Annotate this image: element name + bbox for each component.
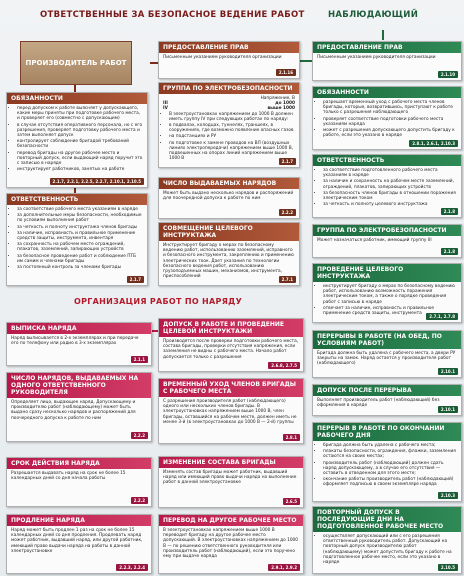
card-title: ГРУППА ПО ЭЛЕКТРОБЕЗОПАСНОСТИ — [159, 83, 299, 94]
card-text: Может быть выдано несколько нарядов и распоряжений для поочередной допуска к работе по ним — [163, 191, 294, 202]
maker-responsibility-card — [6, 193, 148, 286]
observer-duties-list — [317, 100, 457, 138]
orders-count-card — [158, 177, 300, 219]
card-text: С разрешения производителя работ (наблюдающего) одного или нескольких членов бригады. В электроустановках напряжением выше 1000 В, член бригады, оставшийся на рабочем месте, должен иметь не менее 3-й (в электроустановках до 1000 В — 2-й) группы — [163, 399, 297, 425]
list-item: • инструктирует бригаду о мерах по безопасному ведению работ, использованию возможность поражения электрическим током, а также о порядке проведения работ с записью в наряде — [323, 284, 457, 305]
card-text: Письменным указанием руководителя организации — [317, 55, 436, 60]
reference-badge: 2.9.1, 2.9.2 — [268, 564, 300, 571]
list-item: • может с разрешения допускающего допустить бригаду к работе, если это указано в наряде — [323, 128, 457, 138]
list-item: • осуществляет допускающий или с его разрешения ответственный руководитель работ. Допускающий на повторный допуск производителю работ (наблюдающему) может допустить бригаду к работе на подготовленное рабочее место, если это указано в наряде — [323, 534, 457, 565]
responsibility-list — [11, 207, 143, 270]
list-item: • плакаты безопасности, ограждения, флажки, заземления остаются на своих местах; — [323, 449, 457, 459]
observer-duties-card — [312, 86, 462, 150]
list-item: • по подготовке к замене проводов на ВЛ (воздушных линиях электропередачи) напряжением выше 1000 В, подвешенных на опорах линий напряжением выше 1000 В — [169, 141, 295, 162]
card-title: ПОВТОРНЫЙ ДОПУСК В ПОСЛЕДУЮЩИЕ ДНИ НА ПОДГОТОВЛЕННОЕ РАБОЧЕЕ МЕСТО — [313, 507, 461, 532]
breaks-card — [312, 330, 462, 378]
repeat-admission-list — [317, 534, 457, 565]
voltage-value: выше 1000 — [267, 106, 295, 112]
list-item: • контролирует соблюдение бригадой требований безопасности — [17, 139, 143, 149]
reference-badge: 2.2.2 — [131, 497, 148, 504]
temporary-leave-card — [158, 378, 304, 444]
reference-badge: 2.2.3, 2.2.4 — [116, 564, 148, 571]
repeat-admission-card — [312, 506, 462, 574]
card-title: ДОПУСК ПОСЛЕ ПЕРЕРЫВА — [313, 385, 461, 396]
list-item: • производитель работ (наблюдающий) должен сдать наряд допускающему, а в случае его отсутствия — оставить в отведенном для этого месте; — [323, 461, 457, 477]
list-item: • за безопасность членов бригады в отношении поражения электрическим током — [323, 191, 457, 201]
voltage-value: до 1000 — [275, 101, 295, 107]
card-title: ПРОДЛЕНИЕ НАРЯДА — [7, 515, 151, 526]
card-title: ПРЕДОСТАВЛЕНИЕ ПРАВ — [159, 42, 299, 53]
list-item: • за соответствие подготовленного рабочего места указаниям в наряде — [323, 168, 457, 178]
card-title: ПЕРЕРЫВЫ В РАБОТЕ (НА ОБЕД, ПО УСЛОВИЯМ РАБОТ) — [313, 331, 461, 349]
card-title: ЧИСЛО НАРЯДОВ, ВЫДАВАЕМЫХ НА ОДНОГО ОТВЕТСТВЕННОГО РУКОВОДИТЕЛЯ — [7, 373, 151, 398]
list-item: • В электроустановках напряжением до 1000 В должен иметь группу IV при следующих работах по наряду: — [169, 112, 295, 122]
card-text: Может назначаться работник, имеющий группу III — [317, 238, 432, 243]
voltage-label: Напряжение, В — [260, 96, 295, 101]
card-title: ОБЯЗАННОСТИ — [313, 87, 461, 98]
card-title: ВЫПИСКА НАРЯДА — [7, 323, 151, 334]
list-item: • за безопасное проведение работ и соблюдение ПТБ им самим и членами бригады — [17, 254, 143, 264]
connector-line — [382, 30, 384, 40]
reference-badge: 2.1.7 — [279, 158, 296, 165]
reference-badge: 2.1.7 — [127, 276, 144, 283]
reference-badge: 2.7.1, 2.7.8 — [426, 313, 458, 320]
main-title: ОТВЕТСТВЕННЫЕ ЗА БЕЗОПАСНОЕ ВЕДЕНИЕ РАБОТ — [40, 10, 305, 20]
card-text: Разрешается выдавать наряд на срок не более 15 календарных дней со дня начала работы — [11, 471, 126, 482]
list-item: • перевод бригады на другое рабочее место и повторный допуск, если выдающий наряд поручит это с записью в наряде — [17, 151, 143, 167]
reference-badge: 2.6.8, 2.7.5 — [268, 362, 300, 369]
reference-badge: 2.8.1 — [283, 434, 300, 441]
card-text: Инструктирует бригаду о мерах по безопасному ведению работ, использованию заземлений, исправного и безопасного инструмента, закреплению и применению электрических тоок. Дает указания по технологии безопасного ведения работ, использованию грузоподъемных машин, механизмов, инструмента, приспособлений — [163, 243, 294, 280]
reference-badge: 2.7.1 — [279, 276, 296, 283]
observer-briefing-list — [317, 284, 457, 316]
duties-list — [11, 106, 143, 172]
reference-badge: 2.1.1 — [131, 356, 148, 363]
list-item: • окончание работы производитель работ (наблюдающий) оформляет подписью в своем экземпляре наряда — [323, 477, 457, 487]
list-item: • в случае отсутствия оперативного персонала, но с его разрешения, проверяет подготовку рабочего места и затем выполняет допуск — [17, 123, 143, 139]
list-item: • в подвалах, колодцах, туннелях, траншеях, в сооружениях, где возможно появление опасных газов — [169, 123, 295, 133]
list-item: • за постоянный контроль за членами бригады — [17, 265, 143, 270]
list-item: • инструктирует работников, занятых на работе — [17, 167, 143, 172]
list-item: • на подстанциях и РУ — [169, 134, 295, 139]
card-title: ПЕРЕРЫВ В РАБОТЕ ПО ОКОНЧАНИИ РАБОЧЕГО ДНЯ — [313, 423, 461, 441]
observer-title: НАБЛЮДАЮЩИЙ — [328, 10, 419, 20]
card-title: СРОК ДЕЙСТВИЯ НАРЯДА — [7, 458, 151, 469]
observer-responsibility-card — [312, 154, 462, 218]
observer-rights-card — [312, 41, 462, 81]
list-item: • бригада должна быть удалена с рабочего места; — [323, 443, 457, 448]
order-issue-card — [6, 322, 152, 366]
connector-line — [300, 60, 312, 62]
observer-responsibility-list — [317, 168, 457, 207]
card-title: ОТВЕТСТВЕННОСТЬ — [313, 155, 461, 166]
list-item: • за четкость и полноту инструктажа членов бригады — [17, 225, 143, 230]
briefing-card — [158, 222, 300, 286]
card-text: Наряд выписывается в 2-х экземплярах и при передаче его по телефону или радио в 3-х экземплярах — [11, 336, 139, 347]
list-item: • перед допуском к работе выясняет у допускающего, какие меры приняты при подготовке рабочего места, и проверяет его (совместно с допускающим) — [17, 106, 143, 122]
group-conditions-list — [163, 112, 295, 162]
list-item: • проверяет соответствие подготовки рабочего места указаниям наряда — [323, 117, 457, 127]
list-item: • отвечает за наличие, исправность и правильное применение средств защиты, инструмента — [323, 306, 457, 316]
card-title: ЧИСЛО ВЫДАВАЕМЫХ НАРЯДОВ — [159, 178, 299, 189]
observer-group-card — [312, 224, 462, 258]
section-title: ОРГАНИЗАЦИЯ РАБОТ ПО НАРЯДУ — [74, 297, 243, 306]
card-title: ПЕРЕВОД НА ДРУГОЕ РАБОЧЕЕ МЕСТО — [159, 515, 303, 526]
list-item: • разрешает временный уход с рабочего места членов бригады, которые, возвратившись, приступают к работе только с разрешения наблюдающего — [323, 100, 457, 116]
transfer-card — [158, 514, 304, 574]
card-text: Письменным указанием руководителя организации — [163, 55, 282, 60]
after-break-card — [312, 384, 462, 416]
card-text: Определяет лицо, выдающее наряд. Допускающему и производителю работ (наблюдающему) может быть выдано сразу несколько нарядов и распоряжений для поочередного допуска к работе по ним — [11, 400, 136, 421]
reference-badge: 2.2.2 — [279, 209, 296, 216]
card-text: Бригада должна быть удалена с рабочего места, а двери РУ закрыты на замок. Наряд остается у производителя работ (наблюдающего) — [317, 351, 456, 367]
card-title: ОТВЕТСТВЕННОСТЬ — [7, 194, 147, 205]
list-item: • за сохранность на рабочем месте ограждений, плакатов, заземлений, запирающих устройств — [17, 242, 143, 252]
group-card — [158, 82, 300, 168]
card-title: ОБЯЗАННОСТИ — [7, 93, 147, 104]
maker-box: ПРОИЗВОДИТЕЛЬ РАБОТ — [20, 41, 132, 85]
end-of-day-card — [312, 422, 462, 502]
card-title: СОВМЕЩЕНИЕ ЦЕЛЕВОГО ИНСТРУКТАЖА — [159, 223, 299, 241]
reference-badge: 2.10.1 — [438, 406, 458, 413]
card-text: Выполняет производитель работ (наблюдающий) без оформления в наряде — [317, 398, 440, 409]
card-text: Изменять состав бригады может работник, выдавший наряд или имеющий право выдачи наряда на выполнение работ в данной электроустановке — [163, 470, 297, 486]
card-title: ПРОВЕДЕНИЕ ЦЕЛЕВОГО ИНСТРУКТАЖА — [313, 264, 461, 282]
card-title: ГРУППА ПО ЭЛЕКТРОБЕЗОПАСНОСТИ — [313, 225, 461, 236]
list-item: • за наличие, исправность и правильное применение средств защиты, инструмента, инвентаря — [17, 231, 143, 241]
reference-badge: 2.1.10 — [438, 71, 458, 78]
rights-card — [158, 41, 300, 79]
connector-line — [150, 62, 158, 64]
reference-badge: 2.8.1, 2.6.1, 2.10.3 — [409, 140, 458, 147]
maker-duties-card — [6, 92, 148, 188]
reference-badge: 2.1.16 — [276, 69, 296, 76]
card-title: ПРЕДОСТАВЛЕНИЕ ПРАВ — [313, 42, 461, 53]
group-value: III — [163, 101, 168, 107]
reference-badge: 2.6.5 — [283, 498, 300, 505]
order-validity-card — [6, 457, 152, 507]
reference-badge: 2.1.8 — [441, 208, 458, 215]
end-of-day-list — [317, 443, 457, 488]
card-title: ДОПУСК В РАБОТЕ И ПРОВЕДЕНИЕ ЦЕЛЕВОЙ ИНСТРУКТАЖИ — [159, 319, 303, 337]
group-value: IV — [163, 106, 168, 112]
card-text: В электроустановках напряжением выше 1000 В переводит бригаду на другое рабочее место допускающий. В электроустановках напряжением до 1000 В — по решению ответственного руководителя или производитель работ (наблюдающий), если это поручено ему при выдаче наряда — [163, 528, 299, 560]
order-extension-card — [6, 514, 152, 574]
card-text: Производятся после проверки подготовки рабочего места, состава бригады, проверки отсутствия напряжения, если заземления не видны с рабочего места. Начало работ допускается только с разрешения — [163, 339, 299, 360]
list-item: • за четкость и полноту целевого инструктажа — [323, 202, 457, 207]
reference-badge: 2.2.2 — [131, 432, 148, 439]
card-title: ВРЕМЕННЫЙ УХОД ЧЛЕНОВ БРИГАДЫ С РАБОЧЕГО МЕСТА — [159, 379, 303, 397]
admission-card — [158, 318, 304, 372]
reference-badge: 2.1.8 — [441, 248, 458, 255]
orders-per-leader-card — [6, 372, 152, 442]
reference-badge: 2.10.3 — [438, 492, 458, 499]
reference-badge: 2.10.1 — [438, 368, 458, 375]
card-title: ИЗМЕНЕНИЕ СОСТАВА БРИГАДЫ — [159, 457, 303, 468]
list-item: • за дополнительные меры безопасности, необходимые по условиям выполнения работ — [17, 213, 143, 223]
team-change-card — [158, 456, 304, 508]
reference-badge: 2.10.5 — [438, 564, 458, 571]
list-item: • за соответствие рабочего места указаниям в наряде — [17, 207, 143, 212]
card-text: Наряд может быть продлен 1 раз на срок не более 15 календарных дней со дня продления. Продлевать наряд может работник, выдавший наряд, или другой работник, имеющий право выдачи наряда на работы в данной электроустановке — [11, 528, 143, 554]
list-item: • за наличие и сохранность на рабочем месте заземлений, ограждений, плакатов, запирающих устройств — [323, 179, 457, 189]
reference-badge: 2.1.7, 2.2.1, 2.2.5, 2.2.7, 2.10.1, 2.10.5 — [50, 178, 144, 185]
observer-briefing-card — [312, 263, 462, 323]
